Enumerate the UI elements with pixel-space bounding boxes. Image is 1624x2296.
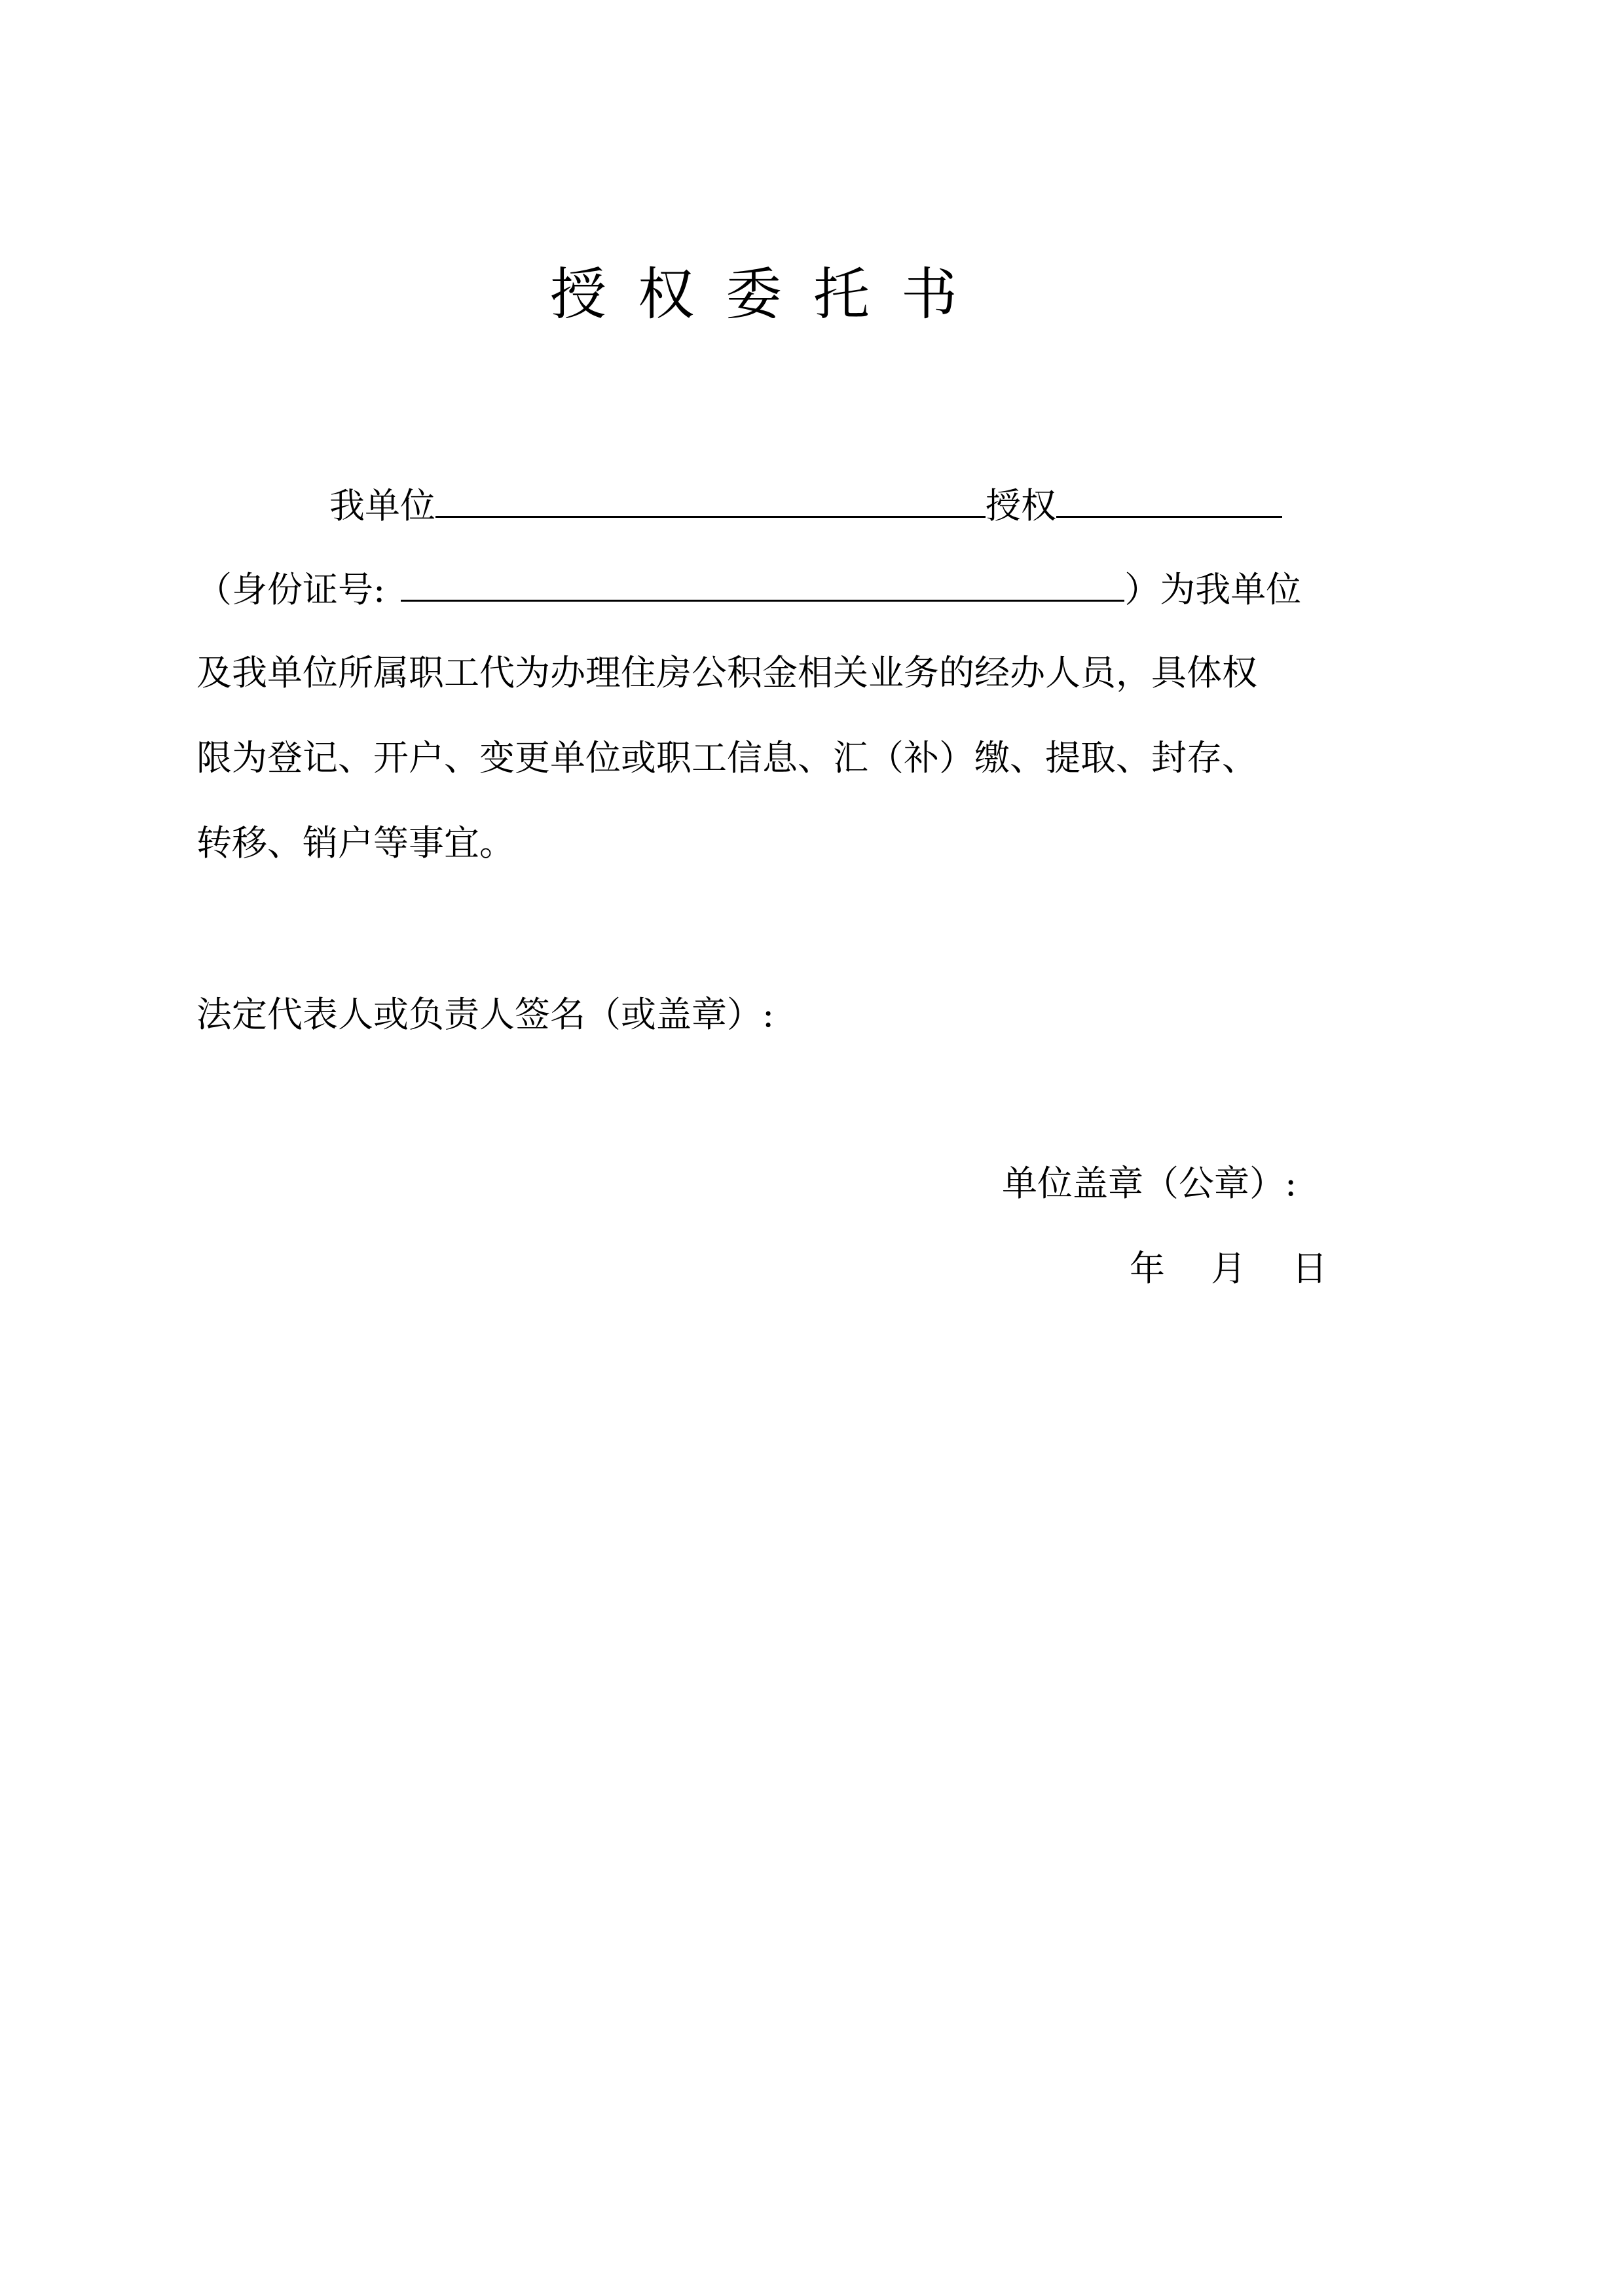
for-unit-text: ）为我单位 [1124, 569, 1302, 610]
unit-label: 我单位 [329, 485, 435, 526]
id-number-label: （身份证号: [196, 569, 386, 610]
document-title: 授权委托书 [550, 262, 989, 327]
authorization-line-1 [329, 478, 1282, 532]
unit-name-blank[interactable] [435, 478, 986, 518]
date-year-label: 年 [1130, 1248, 1165, 1289]
unit-seal-label: 单位盖章（公章）: [1002, 1163, 1297, 1204]
id-number-blank[interactable] [401, 562, 1124, 602]
authorization-line-3: 及我单位所属职工代为办理住房公积金相关业务的经办人员，具体权 [196, 652, 1257, 693]
date-month-label: 月 [1211, 1248, 1246, 1289]
date-day-label: 日 [1292, 1248, 1327, 1289]
date-line [1130, 1243, 1327, 1295]
authorization-line-2 [196, 562, 1301, 616]
authorization-line-4: 限为登记、开户、变更单位或职工信息、汇（补）缴、提取、封存、 [196, 737, 1257, 778]
agent-name-blank[interactable] [1056, 478, 1282, 518]
legal-rep-signature-label: 法定代表人或负责人签名（或盖章）: [196, 994, 775, 1035]
authorization-line-5: 转移、销户等事宜。 [196, 822, 515, 864]
authorize-label: 授权 [986, 485, 1056, 526]
